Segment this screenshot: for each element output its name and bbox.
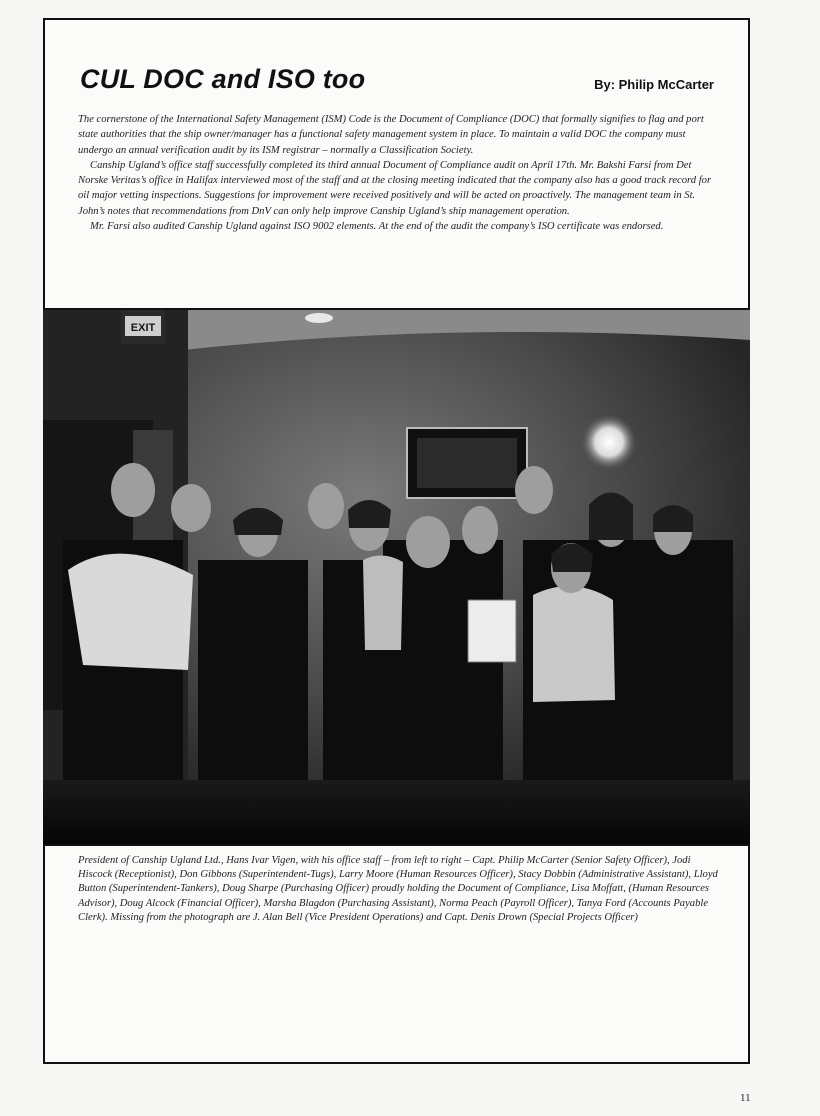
article-paragraph: Canship Ugland’s office staff successfully completed its third annual Document of Compliance audit on April 17th. Mr. Bakshi Farsi from Det Norske Veritas’s office in Halifax interviewed most of the staff and at the closing meeting indicated that the company also has a good track record for oil major vetting inspections. Suggestions for improvement were received positively and will be acted on proactively. The management team in St. John’s notes that recommendations from DnV can only help improve Canship Ugland’s ship management operation.: [78, 159, 712, 217]
article-byline: By: Philip McCarter: [594, 77, 714, 92]
article-title: CUL DOC and ISO too: [80, 64, 366, 94]
exit-sign-text: EXIT: [130, 322, 156, 334]
photo-caption: President of Canship Ugland Ltd., Hans Ivar Vigen, with his office staff – from left to right – Capt. Philip McCarter (Senior Safety Officer), Jodi Hiscock (Receptionist), Don Gibbons (Superintendent-Tugs), Larry Moore (Human Resources Officer), Stacy Dobbin (Administrative Assistant), Lloyd Button (Superintendent-Tankers), Doug Sharpe (Purchasing Officer) proudly holding the Document of Compliance, Lisa Moffatt, (Human Resources Advisor), Doug Alcock (Financial Officer), Marsha Blagdon (Purchasing Assistant), Norma Peach (Payroll Officer), Tanya Ford (Accounts Payable Clerk). Missing from the photograph are J. Alan Bell (Vice President Operations) and Capt. Denis Drown (Special Projects Officer): [78, 855, 718, 923]
group-photo-image: [43, 310, 750, 846]
article-paragraph: The cornerstone of the International Safety Management (ISM) Code is the Document of Compliance (DOC) that formally signifies to flag and port state authorities that the ship owner/manager has a functional safety management system in place. To maintain a valid DOC the company must undergo an annual verification audit by its ISM registrar – normally a Classification Society.: [78, 114, 704, 156]
group-photo: [43, 308, 750, 846]
page-number: 11: [740, 1092, 751, 1104]
article-body: [78, 112, 718, 234]
article-paragraph: Mr. Farsi also audited Canship Ugland against ISO 9002 elements. At the end of the audit the company’s ISO certificate was endorsed.: [90, 221, 664, 233]
article-frame: [43, 18, 750, 1064]
